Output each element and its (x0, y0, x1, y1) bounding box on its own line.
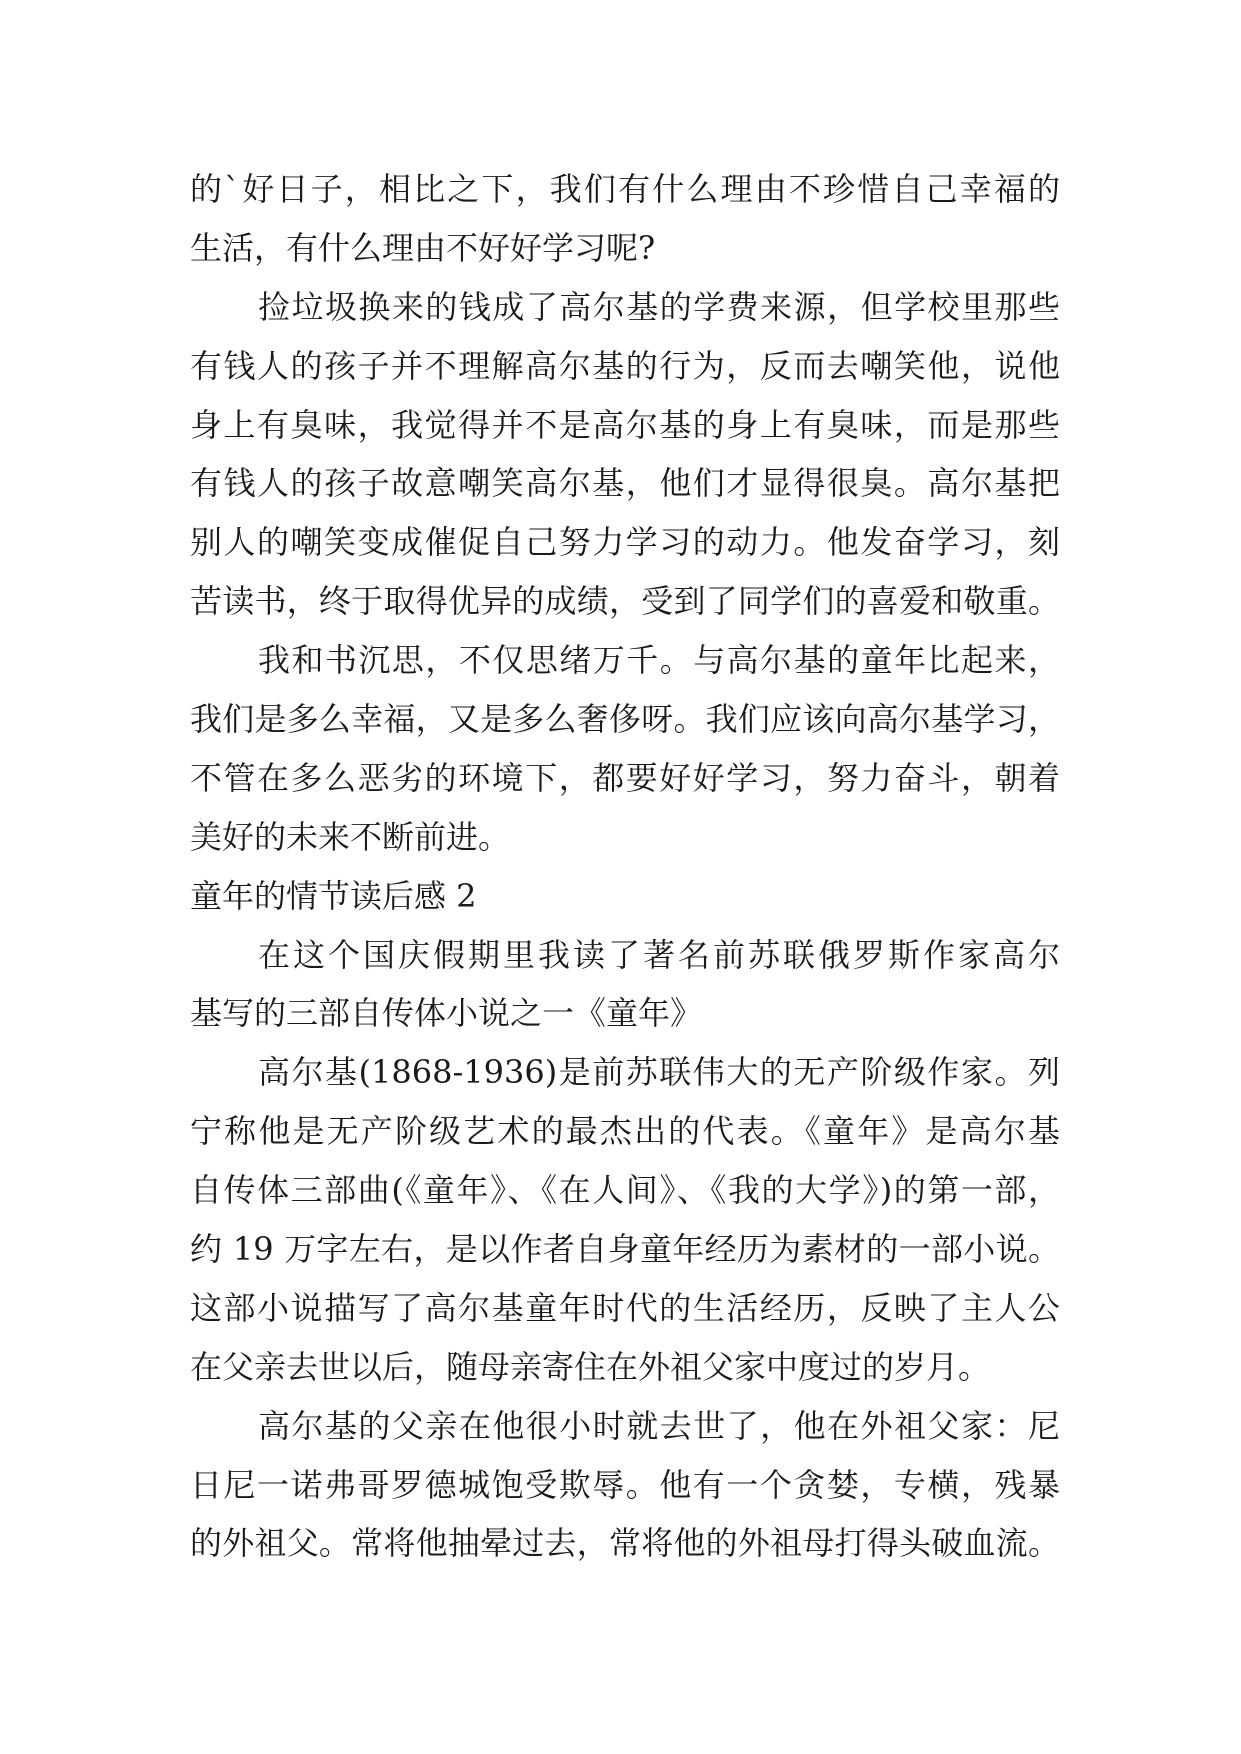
text-line: 生活，有什么理由不好好学习呢? (190, 228, 656, 267)
text-line: 我们是多么幸福，又是多么奢侈呀。我们应该向高尔基学习， (190, 700, 1060, 739)
text-line: 基写的三部自传体小说之一《童年》 (190, 994, 703, 1033)
text-line: 宁称他是无产阶级艺术的最杰出的代表。《童年》是高尔基 (190, 1112, 1060, 1151)
text-line: 不管在多么恶劣的环境下，都要好好学习，努力奋斗，朝着 (190, 758, 1060, 797)
text-line: 苦读书，终于取得优异的成绩，受到了同学们的喜爱和敬重。 (190, 582, 1060, 621)
text-line: 高尔基(1868-1936)是前苏联伟大的无产阶级作家。列 (258, 1053, 1060, 1092)
text-line: 有钱人的孩子故意嘲笑高尔基，他们才显得很臭。高尔基把 (190, 464, 1060, 503)
text-line: 日尼一诺弗哥罗德城饱受欺辱。他有一个贪婪，专横，残暴 (190, 1465, 1060, 1504)
document-body (190, 160, 1060, 1573)
text-line: 身上有臭味，我觉得并不是高尔基的身上有臭味，而是那些 (190, 405, 1060, 444)
text-line: 这部小说描写了高尔基童年时代的生活经历，反映了主人公 (190, 1288, 1060, 1327)
text-line: 我和书沉思，不仅思绪万千。与高尔基的童年比起来， (258, 641, 1060, 680)
text-line: 美好的未来不断前进。 (190, 817, 511, 856)
text-line: 的`好日子，相比之下，我们有什么理由不珍惜自己幸福的 (190, 170, 1060, 208)
text-line: 在父亲去世以后，随母亲寄住在外祖父家中度过的岁月。 (190, 1347, 991, 1386)
text-line: 的外祖父。常将他抽晕过去，常将他的外祖母打得头破血流。 (190, 1524, 1060, 1563)
section-heading: 童年的情节读后感 2 (190, 876, 477, 915)
text-line: 在这个国庆假期里我读了著名前苏联俄罗斯作家高尔 (258, 935, 1060, 974)
text-line: 自传体三部曲(《童年》、《在人间》、《我的大学》)的第一部， (190, 1171, 1060, 1210)
text-line: 捡垃圾换来的钱成了高尔基的学费来源，但学校里那些 (258, 287, 1060, 326)
text-line: 高尔基的父亲在他很小时就去世了，他在外祖父家：尼 (258, 1406, 1060, 1445)
text-line: 别人的嘲笑变成催促自己努力学习的动力。他发奋学习，刻 (190, 523, 1060, 562)
text-line: 有钱人的孩子并不理解高尔基的行为，反而去嘲笑他，说他 (190, 346, 1060, 385)
text-line: 约 19 万字左右，是以作者自身童年经历为素材的一部小说。 (190, 1230, 1060, 1269)
